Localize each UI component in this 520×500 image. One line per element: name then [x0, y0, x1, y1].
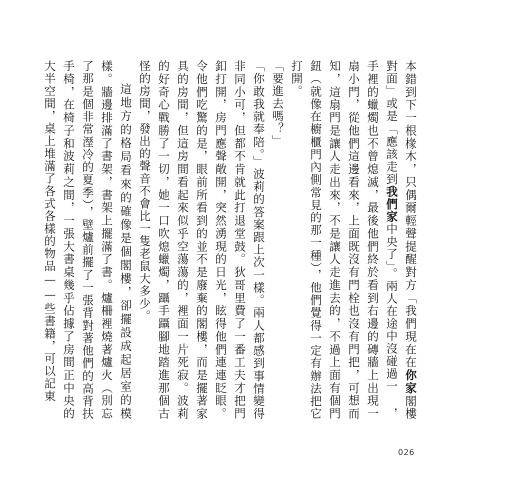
text-segment: 閣樓對面」或是「應該走到 — [385, 60, 418, 421]
emphasized-text: 你家 — [404, 368, 418, 395]
body-text — [40, 60, 420, 420]
text-segment: 「你敢我就奉陪。」波莉的答案跟上次一樣。兩人都感到事情變得非同小可，但都不肯就此打退堂鼓。狄哥里費了一番工夫才把門釦打開，房門應聲敞開，突然湧現的日光，眩得他們連連眨眼。令他們吃驚的是，眼前所看到的並不是廢棄的閣樓，而是擺著家具的房間，但這房間看起來似乎空蕩蕩的，裡面一片死寂。波莉的好奇心戰勝了一切，她一口吹熄蠟燭，躡手躡腳地踏進那個古怪的房間，發出的聲音不會比一隻老鼠大多少。 — [138, 60, 266, 420]
emphasized-text: 我們家 — [385, 185, 399, 223]
paragraph — [135, 60, 268, 420]
page-number: 026 — [398, 448, 415, 457]
text-segment: 本錯到下一根椽木，只偶爾輕聲提醒對方「我們現在在 — [404, 60, 418, 369]
paragraph — [268, 60, 287, 420]
text-segment: 「要進去嗎？」 — [271, 60, 285, 148]
paragraph — [287, 60, 420, 420]
text-segment: 中央了」。兩人在途中沒碰過一 ，手裡的蠟燭也不曾熄滅，最後他們終於看到右邊的磚牆上出現一扇小門，從他們這邊看來，上面既沒有門栓也沒有門把，可想而知，這扇門是讓人走出來，不是讓人走進去的，不過上面有個門鈕（就像在櫥櫃門內側常見的那一種），他們覺得一定有辦法把它打開。 — [290, 60, 399, 421]
paragraph — [40, 60, 135, 420]
text-segment: 這地方的格局看來的確像是個閣樓，卻擺設成起居室的模樣。牆邊排滿了書架，書架上擺滿了書。爐柵裡燒著爐火（別忘了那是個非常溼冷的夏季），壁爐前擺了一張背對著他們的高背扶手椅，在椅子和波莉之間，一張大書桌幾乎佔據了房間正中央的大半空間，桌上堆滿了各式各樣的物品——些書籍，可以記東 — [43, 60, 133, 420]
